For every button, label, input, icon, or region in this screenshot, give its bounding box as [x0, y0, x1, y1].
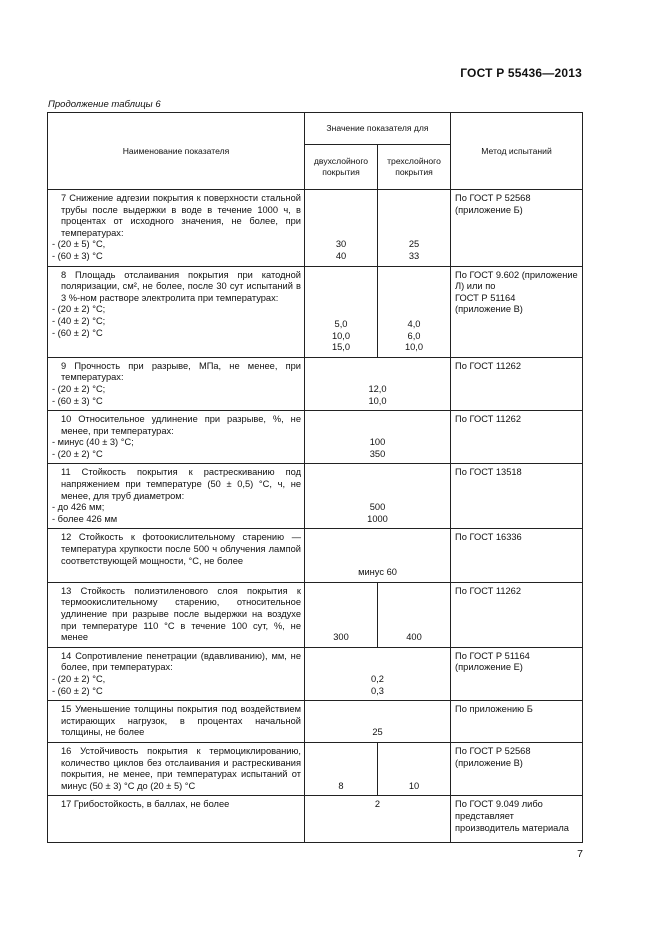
indicator-name: 17 Грибостойкость, в баллах, не более — [48, 796, 305, 843]
test-method: По ГОСТ 13518 — [451, 464, 583, 529]
test-method: По ГОСТ 11262 — [451, 357, 583, 410]
table-row — [48, 411, 583, 464]
header-indicator-name: Наименование показателя — [48, 113, 305, 190]
test-method: По ГОСТ 9.602 (приложение Л) или по ГОСТ Р 51164 (приложение В) — [451, 266, 583, 357]
table-row — [48, 742, 583, 795]
value-common: 500 1000 — [305, 464, 451, 529]
table-row — [48, 582, 583, 647]
indicator-name: 7 Снижение адгезии покрытия к поверхности стальной трубы после выдержки в воде в течение 1000 ч, в процентах от исходного значения, не более, при температурах: - (20 ± 5) °С, - (60 ± 3) °С — [48, 190, 305, 267]
value-common: минус 60 — [305, 529, 451, 582]
test-method: По ГОСТ 16336 — [451, 529, 583, 582]
properties-table — [47, 112, 583, 843]
table-row — [48, 701, 583, 743]
value-common: 0,2 0,3 — [305, 647, 451, 700]
header-three-layer: трехслойного покрытия — [378, 145, 451, 190]
table-row — [48, 464, 583, 529]
value-three-layer: 4,0 6,0 10,0 — [378, 266, 451, 357]
table-row — [48, 266, 583, 357]
indicator-name: 14 Сопротивление пенетрации (вдавливанию), мм, не более, при температурах: - (20 ± 2) °С, - (60 ± 2) °С — [48, 647, 305, 700]
value-three-layer: 10 — [378, 742, 451, 795]
value-common: 25 — [305, 701, 451, 743]
value-common: 100 350 — [305, 411, 451, 464]
test-method: По ГОСТ Р 52568 (приложение В) — [451, 742, 583, 795]
indicator-name: 12 Стойкость к фотоокислительному старению — температура хрупкости после 500 ч облучения лампой соответствующей мощности, °С, не более — [48, 529, 305, 582]
table-continuation-caption: Продолжение таблицы 6 — [48, 99, 161, 110]
indicator-name: 10 Относительное удлинение при разрыве, %, не менее, при температурах: - минус (40 ± 3) °С; - (20 ± 2) °С — [48, 411, 305, 464]
test-method: По ГОСТ 11262 — [451, 582, 583, 647]
indicator-name: 11 Стойкость покрытия к растрескиванию под напряжением при температуре (50 ± 0,5) °С, ч, не менее, для труб диаметром: - до 426 мм; - более 426 мм — [48, 464, 305, 529]
value-three-layer: 400 — [378, 582, 451, 647]
page-number: 7 — [577, 848, 583, 860]
header-test-method: Метод испытаний — [451, 113, 583, 190]
indicator-name: 15 Уменьшение толщины покрытия под воздействием истирающих нагрузок, в процентах начальной толщины, не более — [48, 701, 305, 743]
value-common: 2 — [305, 796, 451, 843]
table-row — [48, 796, 583, 843]
standard-number: ГОСТ Р 55436—2013 — [460, 66, 582, 80]
value-common: 12,0 10,0 — [305, 357, 451, 410]
indicator-name: 8 Площадь отслаивания покрытия при катодной поляризации, см², не более, после 30 сут испытаний в 3 %-ном растворе электролита при температурах: - (20 ± 2) °С; - (40 ± 2) °С; - (60 ± 2) °С — [48, 266, 305, 357]
test-method: По ГОСТ 11262 — [451, 411, 583, 464]
header-value: Значение показателя для — [305, 113, 451, 145]
value-two-layer: 8 — [305, 742, 378, 795]
test-method: По приложению Б — [451, 701, 583, 743]
value-two-layer: 30 40 — [305, 190, 378, 267]
indicator-name: 13 Стойкость полиэтиленового слоя покрытия к термоокислительному старению, относительное удлинение при разрыве после выдержки на воздухе при температуре 110 °С в течение 100 сут, %, не менее — [48, 582, 305, 647]
table-row — [48, 529, 583, 582]
value-three-layer: 25 33 — [378, 190, 451, 267]
test-method: По ГОСТ Р 51164 (приложение Е) — [451, 647, 583, 700]
value-two-layer: 5,0 10,0 15,0 — [305, 266, 378, 357]
table-row — [48, 357, 583, 410]
indicator-name: 9 Прочность при разрыве, МПа, не менее, при температурах: - (20 ± 2) °С; - (60 ± 3) °С — [48, 357, 305, 410]
value-two-layer: 300 — [305, 582, 378, 647]
indicator-name: 16 Устойчивость покрытия к термоциклированию, количество циклов без отслаивания и растрескивания покрытия, не менее, при температурах испытаний от минус (50 ± 3) °С до (20 ± 5) °С — [48, 742, 305, 795]
table-row — [48, 190, 583, 267]
test-method: По ГОСТ 9.049 либо представляет производитель материала — [451, 796, 583, 843]
test-method: По ГОСТ Р 52568 (приложение Б) — [451, 190, 583, 267]
header-two-layer: двухслойного покрытия — [305, 145, 378, 190]
table-row — [48, 647, 583, 700]
